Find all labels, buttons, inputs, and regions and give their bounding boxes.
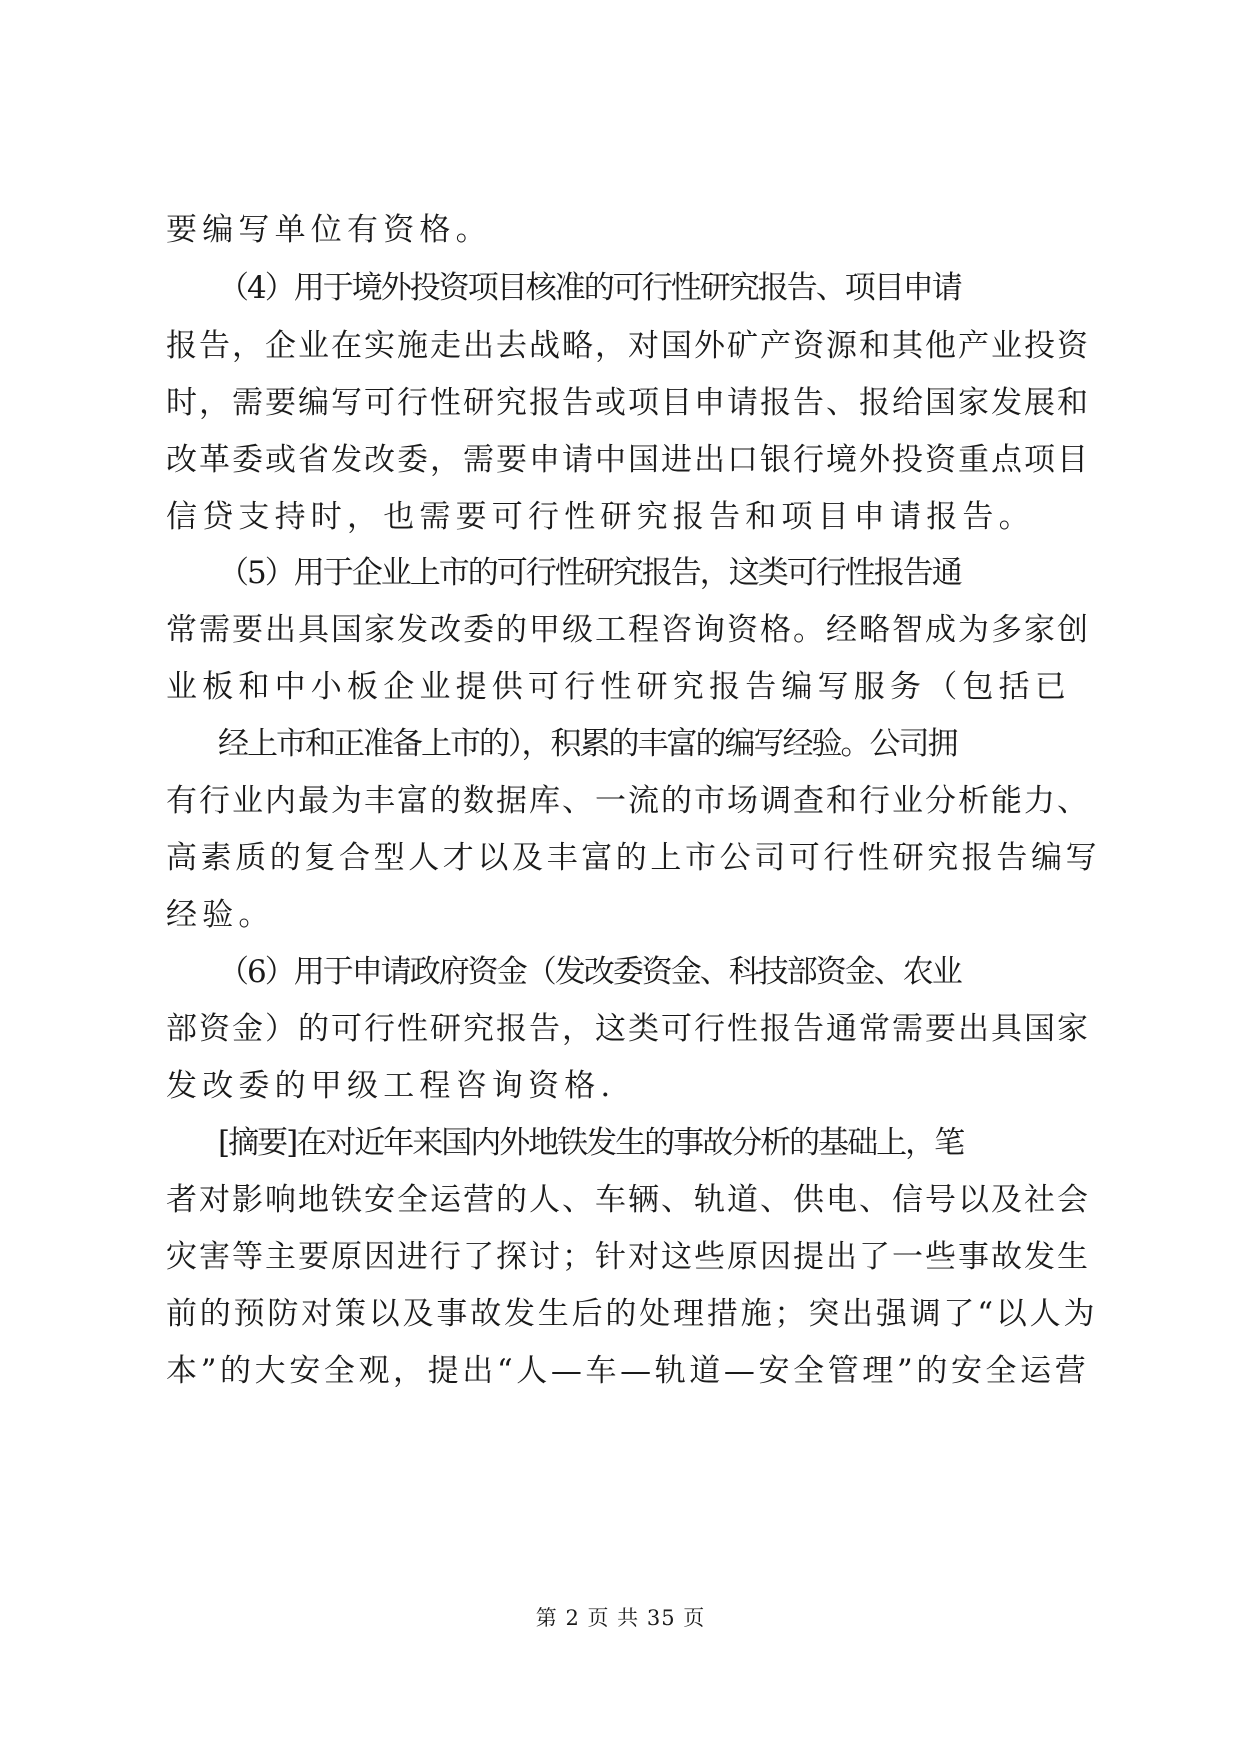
text-line-1: 要编写单位有资格。 (166, 212, 492, 248)
text-line-20: 前的预防对策以及事故发生后的处理措施；突出强调了“以人为 (166, 1296, 1098, 1332)
text-line-3: 报告，企业在实施走出去战略，对国外矿产资源和其他产业投资 (166, 328, 1090, 364)
text-line-5: 改革委或省发改委，需要申请中国进出口银行境外投资重点项目 (166, 442, 1090, 478)
text-line-7: （5）用于企业上市的可行性研究报告，这类可行性报告通 (218, 555, 961, 591)
text-line-2: （4）用于境外投资项目核准的可行性研究报告、项目申请 (218, 270, 961, 306)
text-line-6: 信贷支持时，也需要可行性研究报告和项目申请报告。 (166, 499, 1035, 535)
page-footer: 第 2 页 共 35 页 (535, 1606, 706, 1630)
text-line-9: 业板和中小板企业提供可行性研究报告编写服务（包括已 (166, 669, 1071, 705)
text-line-15: 部资金）的可行性研究报告，这类可行性报告通常需要出具国家 (166, 1011, 1090, 1047)
text-line-12: 高素质的复合型人才以及丰富的上市公司可行性研究报告编写 (166, 840, 1101, 876)
text-line-19: 灾害等主要原因进行了探讨；针对这些原因提出了一些事故发生 (166, 1239, 1090, 1275)
text-line-8: 常需要出具国家发改委的甲级工程咨询资格。经略智成为多家创 (166, 612, 1090, 648)
text-line-14: （6）用于申请政府资金（发改委资金、科技部资金、农业 (218, 954, 961, 990)
text-line-18: 者对影响地铁安全运营的人、车辆、轨道、供电、信号以及社会 (166, 1182, 1090, 1218)
text-line-10: 经上市和正准备上市的），积累的丰富的编写经验。公司拥 (218, 726, 957, 762)
text-line-11: 有行业内最为丰富的数据库、一流的市场调查和行业分析能力、 (166, 783, 1090, 819)
text-line-4: 时，需要编写可行性研究报告或项目申请报告、报给国家发展和 (166, 385, 1090, 421)
text-line-16: 发改委的甲级工程咨询资格. (166, 1068, 616, 1104)
text-line-13: 经验。 (166, 897, 275, 933)
text-line-17: [摘要]在对近年来国内外地铁发生的事故分析的基础上，笔 (218, 1125, 964, 1161)
text-line-21: 本”的大安全观，提出“人—车—轨道—安全管理”的安全运营 (166, 1353, 1090, 1389)
